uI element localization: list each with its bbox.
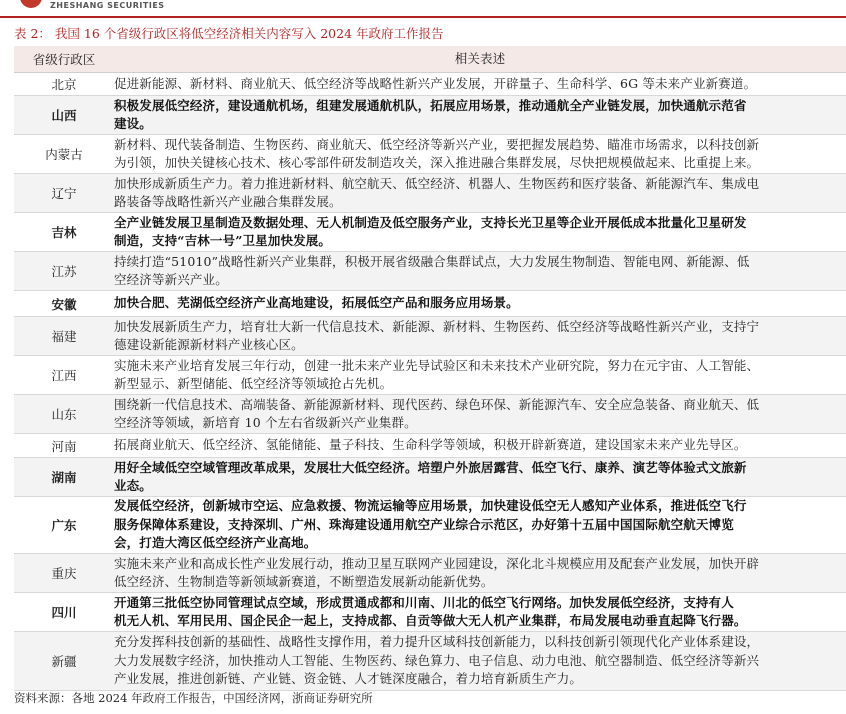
table-row <box>14 213 846 252</box>
column-header-region: 省级行政区 <box>32 52 96 67</box>
statement-cell: 全产业链发展卫星制造及数据处理、无人机制造及低空服务产业，支持长光卫星等企业开展低成本批量化卫星研发 制造，支持“吉林一号”卫星加快发展。 <box>114 214 747 248</box>
region-cell: 辽宁 <box>51 186 77 201</box>
region-cell: 吉林 <box>51 225 77 240</box>
header-divider <box>0 16 846 18</box>
table-row <box>14 135 846 174</box>
table-row <box>14 291 846 317</box>
region-cell: 江西 <box>51 368 77 383</box>
region-cell: 福建 <box>51 329 77 344</box>
region-cell: 重庆 <box>51 566 77 581</box>
table-header-row <box>14 46 846 73</box>
table-row <box>14 317 846 356</box>
statement-cell: 实施未来产业培育发展三年行动，创建一批未来产业先导试验区和未来技术产业研究院，努力在元宇宙、人工智能、 新型显示、新型储能、低空经济等领域抢占先机。 <box>114 357 760 391</box>
region-cell: 四川 <box>51 605 77 620</box>
region-cell: 安徽 <box>51 296 77 312</box>
statement-cell: 充分发挥科技创新的基础性、战略性支撑作用，着力提升区域科技创新能力，以科技创新引领现代化产业体系建设， 大力发展数字经济，加快推动人工智能、生物医药、绿色算力、电子信息、动力电池、航空器制造、低空经济等新兴 产业发展，推进创新链、产业链、资金链、人才链深度融合，着力培育新质生产力。 <box>114 634 760 687</box>
table-row <box>14 554 846 593</box>
table-row <box>14 356 846 395</box>
table-row <box>14 252 846 291</box>
statement-cell: 新材料、现代装备制造、生物医药、商业航天、低空经济等新兴产业，要把握发展趋势、瞄准市场需求，以科技创新 为引领，加快关键核心技术、核心零部件研发制造攻关，深入推进融合集群发展，尽快把规模做起来、比重提上来。 <box>114 136 760 170</box>
region-cell: 北京 <box>51 77 77 92</box>
statement-cell: 开通第三批低空协同管理试点空域，形成贯通成都和川南、川北的低空飞行网络。加快发展低空经济，支持有人 机无人机、军用民用、国企民企一起上，支持成都、自贡等做大无人机产业集群，布局发展电动垂直起降飞行器。 <box>114 594 747 628</box>
table-row <box>14 593 846 632</box>
source-note: 资料来源：各地 2024 年政府工作报告，中国经济网，浙商证券研究所 <box>14 691 373 705</box>
region-cell: 山东 <box>51 407 77 422</box>
statement-cell: 加快发展新质生产力，培育壮大新一代信息技术、新能源、新材料、生物医药、低空经济等战略性新兴产业，支持宁 德建设新能源新材料产业核心区。 <box>114 318 760 352</box>
region-cell: 河南 <box>51 438 77 454</box>
page-header <box>0 0 846 16</box>
table-row <box>14 174 846 213</box>
statement-cell: 发展低空经济，创新城市空运、应急救援、物流运输等应用场景，加快建设低空无人感知产业体系，推进低空飞行 服务保障体系建设，支持深圳、广州、珠海建设通用航空产业综合示范区，办好第十五届中国国际航空航天博览 会，打造大湾区低空经济产业高地。 <box>114 498 747 551</box>
brand-logo-icon <box>20 0 42 8</box>
statement-cell: 促进新能源、新材料、商业航天、低空经济等战略性新兴产业发展，开辟量子、生命科学、6G 等未来产业新赛道。 <box>114 75 757 91</box>
table-row <box>14 458 846 497</box>
statement-cell: 拓展商业航天、低空经济、氢能储能、量子科技、生命科学等领域，积极开辟新赛道，建设国家未来产业先导区。 <box>114 437 747 453</box>
region-cell: 江苏 <box>51 264 77 279</box>
statement-cell: 积极发展低空经济，建设通航机场，组建发展通航机队，拓展应用场景，推动通航全产业链发展，加快通航示范省 建设。 <box>114 97 747 131</box>
table-row <box>14 96 846 135</box>
table-row <box>14 395 846 434</box>
statement-cell: 围绕新一代信息技术、高端装备、新能源新材料、现代医药、绿色环保、新能源汽车、安全应急装备、商业航天、低 空经济等领域，新培育 10 个左右省级新兴产业集群。 <box>114 396 760 430</box>
region-cell: 广东 <box>51 518 77 533</box>
region-cell: 山西 <box>51 108 77 123</box>
region-cell: 新疆 <box>51 654 77 669</box>
statement-cell: 加快合肥、芜湖低空经济产业高地建设，拓展低空产品和服务应用场景。 <box>114 295 519 311</box>
table-row <box>14 497 846 554</box>
column-header-statement: 相关表述 <box>454 50 506 66</box>
statement-cell: 实施未来产业和高成长性产业发展行动，推动卫星互联网产业园建设，深化北斗规模应用及配套产业发展，加快开辟 低空经济、生物制造等新领域新赛道，不断塑造发展新动能新优势。 <box>114 555 760 589</box>
brand-logo-text: ZHESHANG SECURITIES <box>50 1 165 10</box>
table-row <box>14 73 846 96</box>
table-row <box>14 632 846 691</box>
table-row <box>14 434 846 458</box>
region-cell: 内蒙古 <box>45 147 83 162</box>
statement-cell: 用好全域低空空域管理改革成果，发展壮大低空经济。培塑户外旅居露营、低空飞行、康养、演艺等体验式文旅新 业态。 <box>114 459 747 493</box>
statement-cell: 加快形成新质生产力。着力推进新材料、航空航天、低空经济、机器人、生物医药和医疗装备、新能源汽车、集成电 路装备等战略性新兴产业融合集群发展。 <box>114 175 760 209</box>
statement-cell: 持续打造“51010”战略性新兴产业集群，积极开展省级融合集群试点，大力发展生物制造、智能电网、新能源、低 空经济等新兴产业。 <box>114 253 750 287</box>
policy-table <box>14 46 846 691</box>
region-cell: 湖南 <box>51 470 77 485</box>
table-caption: 表 2： 我国 16 个省级行政区将低空经济相关内容写入 2024 年政府工作报告 <box>14 26 444 41</box>
